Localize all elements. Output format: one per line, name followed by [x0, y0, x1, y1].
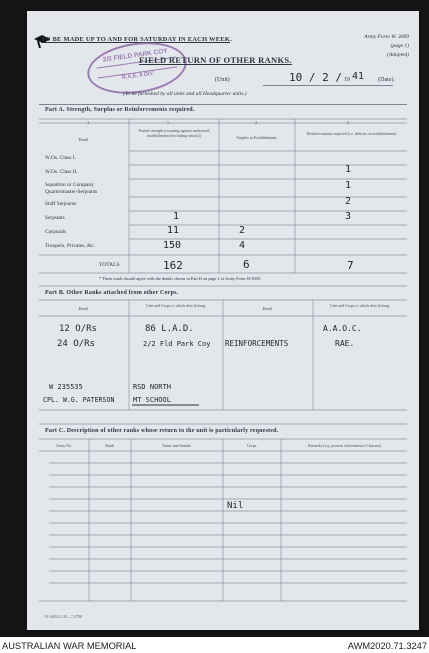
row-label-cpl: Corporals — [45, 229, 67, 235]
part-b-col-detail2: Detail. — [262, 306, 274, 311]
row-label-staff-sjt: Staff Serjeants — [45, 201, 77, 207]
part-b-unit2-2: RAE. — [335, 339, 355, 348]
cqms-reinf: 1 — [345, 180, 352, 191]
part-b-unit-2: 2/2 Fld Park Coy — [143, 340, 211, 348]
instruction-header: TO BE MADE UP TO AND FOR SATURDAY IN EACH WEEK. — [41, 36, 232, 43]
year-prefix: 19 — [344, 77, 350, 83]
date-label: (Date). — [378, 77, 395, 83]
totals-label: TOTALS — [99, 262, 120, 268]
part-c-col-name: Name and Initials. — [162, 443, 192, 448]
part-b-detail-4: CPL. W.G. PATERSON — [43, 396, 115, 404]
date-handwritten: 10 / 2 / — [289, 71, 342, 84]
staff-sjt-reinf: 2 — [345, 196, 352, 207]
part-a-col-posted: Posted strength (counting against authorised establishment (excluding attach.)) — [138, 128, 210, 138]
total-posted: 162 — [163, 259, 183, 272]
part-b-detail2-2: REINFORCEMENTS — [225, 339, 289, 348]
part-c-col-remarks: Remarks (e.g. present whereabouts if known). — [308, 443, 382, 448]
part-c-title: Part C. Description of other ranks whose return to the unit is particularly requested. — [45, 428, 279, 434]
row-label-wo1: W.Os. Class I. — [45, 155, 76, 161]
field-return-form — [27, 11, 419, 630]
form-grid — [27, 11, 419, 630]
stamp-line-2: R.A.E. 8 DIV. — [121, 70, 155, 82]
total-reinf: 7 — [347, 259, 354, 272]
part-c-col-armyno: Army No. — [55, 443, 73, 448]
part-c-nil: Nil — [227, 501, 244, 511]
part-b-unit2-1: A.A.O.C. — [323, 324, 362, 333]
part-a-footnote: * These totals should agree with the details shown in Part D on page 2 of Army Form W.3009. — [99, 276, 261, 281]
part-a-col-detail: Detail. — [78, 137, 90, 142]
footer-institution: AUSTRALIAN WAR MEMORIAL — [2, 641, 137, 651]
part-a-colnum-3: 3 — [347, 120, 349, 125]
part-a-colnum-2: 2 — [255, 120, 257, 125]
form-id: Army Form W. 3009 — [364, 34, 409, 40]
furnish-note: (To be furnished by all units and all Headquarter units.) — [123, 91, 247, 97]
part-a-colnum-0: 4 — [87, 120, 89, 125]
part-b-col-detail: Detail. — [78, 306, 90, 311]
part-b-col-unit: Unit and Corps to which they belong. — [145, 303, 207, 308]
part-a-title: Part A. Strength, Surplus or Reinforcements required. — [45, 107, 195, 113]
part-b-detail-3: W 235535 — [49, 383, 83, 391]
pte-posted: 150 — [163, 240, 182, 251]
part-b-detail-2: 24 O/Rs — [57, 339, 95, 349]
stamp-line-1: 2/2 FIELD PARK COY — [102, 47, 169, 64]
row-label-sjt: Serjeants — [45, 215, 65, 221]
form-adapted: (Adapted) — [387, 52, 409, 58]
part-b-detail-1: 12 O/Rs — [59, 324, 97, 334]
year-handwritten: 41 — [352, 71, 365, 82]
form-page: (page 1) — [390, 43, 409, 49]
pte-surplus: 4 — [239, 240, 246, 251]
footer-accession-number: AWM2020.71.3247 — [347, 641, 427, 651]
part-b-unit-1: 86 L.A.D. — [145, 324, 194, 334]
cpl-surplus: 2 — [239, 225, 246, 236]
part-b-unit-3: RSD NORTH — [133, 383, 171, 391]
row-label-wo2: W.Os. Class II. — [45, 169, 78, 175]
part-c-col-corps: Corps. — [246, 443, 258, 448]
part-c-col-rank: Rank. — [105, 443, 115, 448]
printer-mark: D 16052/1.20—7,4788 — [45, 614, 82, 619]
instruction-text: TO BE MADE UP TO AND FOR SATURDAY IN EACH WEEK — [41, 36, 231, 43]
wo2-reinf: 1 — [345, 164, 352, 175]
part-b-unit-4: MT SCHOOL — [133, 396, 171, 404]
sjt-reinf: 3 — [345, 211, 352, 222]
part-b-col-unit2: Unit and Corps to which they belong. — [329, 303, 391, 308]
part-a-colnum-1: 1 — [167, 120, 169, 125]
row-label-cqms: Squadron or Company Quartermaster-Serjeants — [45, 182, 98, 195]
total-surplus: 6 — [243, 258, 250, 271]
part-a-col-surplus: Surplus to Establishment. — [236, 135, 278, 140]
row-label-pte: Troopers, Privates, &c. — [45, 243, 95, 249]
unit-label: (Unit) — [215, 77, 230, 83]
part-b-title: Part B. Other Ranks attached from other Corps. — [45, 290, 179, 296]
form-title: FIELD RETURN OF OTHER RANKS. — [139, 55, 292, 65]
part-a-col-reinf: Reinforcements required (i.e. deficits on establishment). — [307, 131, 397, 136]
cpl-posted: 11 — [167, 225, 180, 236]
sjt-posted: 1 — [173, 211, 180, 222]
